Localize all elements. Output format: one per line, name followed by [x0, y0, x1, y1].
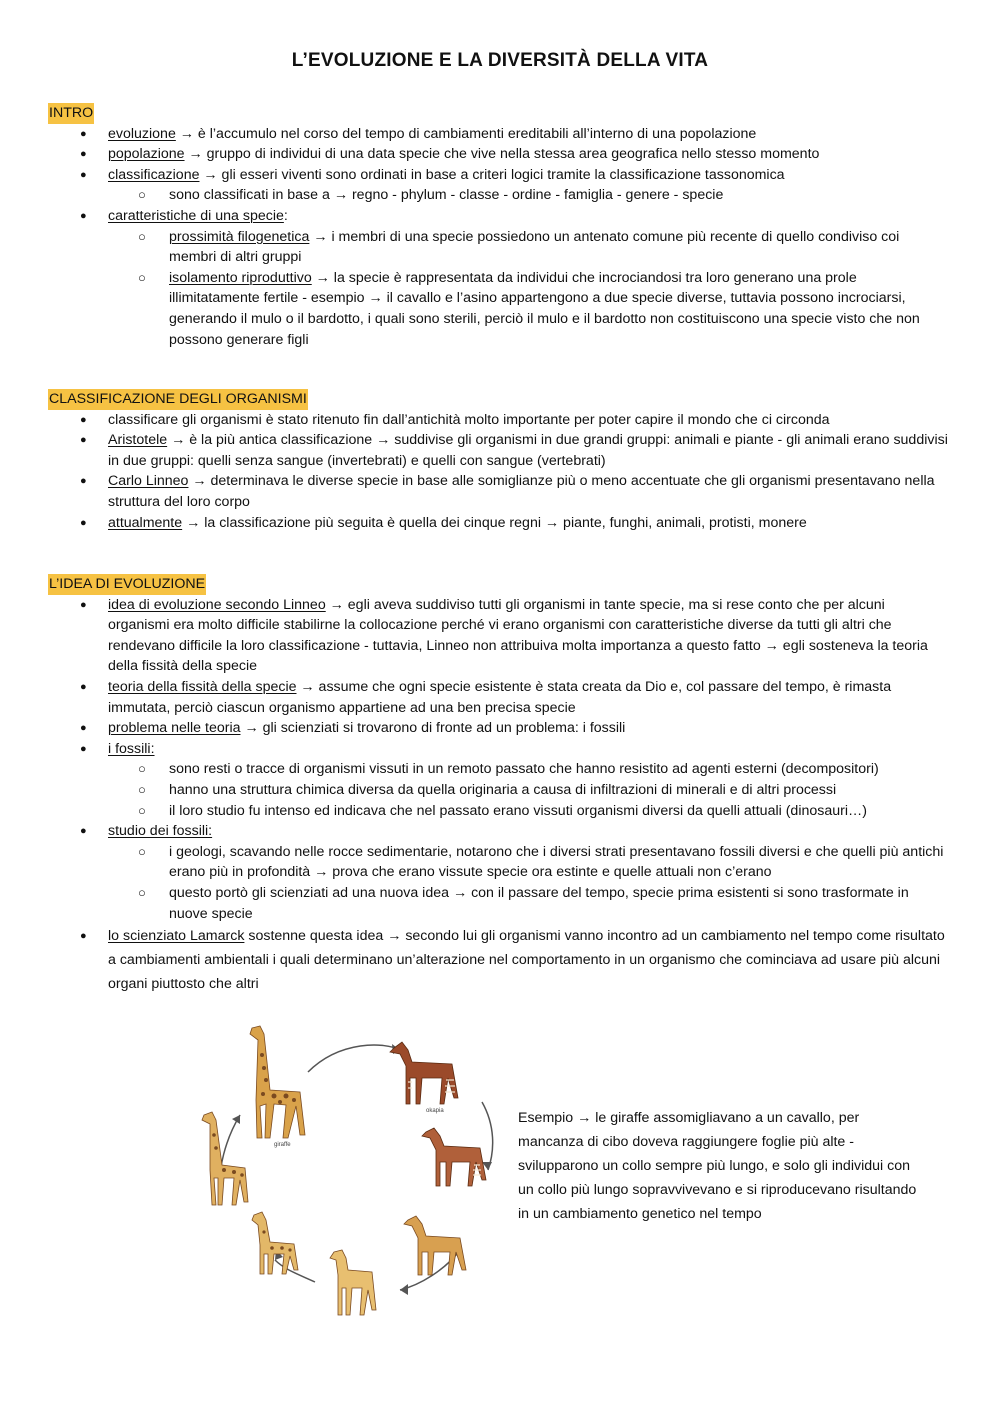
sub-list-item: ○ prossimità filogenetica → i membri di una specie possiedono un antenato comune più recente di quello condiviso coi membri di altri gruppi [48, 227, 948, 268]
classificazione-list [48, 410, 948, 534]
sub-list-item: ○ isolamento riproduttivo → la specie è rappresentata da individui che incrociandosi tra loro generano una prole illimitatamente fertile - esempio → il cavallo e l’asino appartengono a due specie diverse, tuttavia possono incrociarsi, generando il mulo o il bardotto, i quali sono sterili, perciò il mulo e il bardotto non costituiscono una specie visto che non possono generare figli [48, 268, 948, 350]
list-item: ● evoluzione → è l’accumulo nel corso del tempo di cambiamenti ereditabili all’interno di una popolazione [48, 124, 948, 145]
list-item: ● Aristotele → è la più antica classificazione → suddivise gli organismi in due grandi gruppi: animali e piante - gli animali erano suddivisi in due gruppi: quelli senza sangue (invertebrati) e quelli con sangue (vertebrati) [48, 430, 948, 471]
list-item: ● classificazione → gli esseri viventi sono ordinati in base a criteri logici tramite la classificazione tassonomica [48, 165, 948, 186]
ancestor-small-illustration [330, 1250, 376, 1315]
giraffe-adult-illustration [250, 1026, 305, 1148]
list-item: ● i fossili: [48, 739, 948, 760]
list-item: ● studio dei fossili: [48, 821, 948, 842]
section-classificazione [48, 389, 948, 533]
sub-list-item: ○ i geologi, scavando nelle rocce sedimentarie, notarono che i diversi strati presentavano fossili diversi e che quelli più antichi erano più in profondità → prova che erano vissute specie ora estinte e quelle attuali non c’erano [48, 842, 948, 883]
section-heading-idea: L’IDEA DI EVOLUZIONE [48, 574, 206, 595]
list-item: ● lo scienziato Lamarck sostenne questa idea → secondo lui gli organismi vanno incontro ad un cambiamento nel tempo come risultato a cambiamenti ambientali i quali determinano un’alterazione nel comportamento in un organismo che cominciava ad usare più alcuni organi piuttosto che altri [48, 924, 948, 996]
arrow-top [308, 1045, 400, 1072]
idea-list [48, 595, 948, 997]
giraffe-label: giraffe [274, 1142, 291, 1148]
list-item: ● classificare gli organismi è stato ritenuto fin dall’antichità molto importante per poter capire il mondo che ci circonda [48, 410, 948, 431]
sub-list-item: ○ questo portò gli scienziati ad una nuova idea → con il passare del tempo, specie prima esistenti si sono trasformate in nuove specie [48, 883, 948, 924]
section-intro [48, 103, 948, 350]
section-heading-classificazione: CLASSIFICAZIONE DEGLI ORGANISMI [48, 389, 308, 410]
list-item: ● idea di evoluzione secondo Linneo → egli aveva suddiviso tutti gli organismi in tante specie, ma si rese conto che per alcuni organismi era molto difficile stabilirne la collocazione perché vi erano organismi con caratteristiche diverse da tutti gli altri che rendevano difficile la loro classificazione - tuttavia, Linneo non attribuiva molta importanza a questo fatto → egli sosteneva la teoria della fissità della specie [48, 595, 948, 677]
okapi-ancestor-illustration [404, 1216, 466, 1275]
section-idea-evoluzione [48, 574, 948, 996]
list-item: ● teoria della fissità della specie → assume che ogni specie esistente è stata creata da Dio e, col passare del tempo, è rimasta immutata, perciò ciascun organismo appartiene ad una ben precisa specie [48, 677, 948, 718]
list-item: ● problema nelle teoria → gli scienziati si trovarono di fronte ad un problema: i fossili [48, 718, 948, 739]
list-item: ● popolazione → gruppo di individui di una data specie che vive nella stessa area geografica nello stesso momento [48, 144, 948, 165]
intro-list [48, 124, 948, 351]
sub-list-item: ○ il loro studio fu intenso ed indicava che nel passato erano vissuti organismi diversi da quelli attuali (dinosauri…) [48, 801, 948, 822]
giraffe-ancestor-illustration [202, 1112, 248, 1205]
okapia-label: okapia [426, 1108, 444, 1114]
section-heading-intro: INTRO [48, 103, 94, 124]
figure-caption: Esempio → le giraffe assomigliavano a un cavallo, per mancanza di cibo doveva raggiungere foglie più alte - svilupparono un collo sempre più lungo, e solo gli individui con un collo più lungo sopravvivevano e si riproducevano risultando in un cambiamento genetico nel tempo [518, 1110, 917, 1222]
okapi-illustration [390, 1042, 458, 1114]
sub-list-item: ○ sono resti o tracce di organismi vissuti in un remoto passato che hanno resistito ad agenti esterni (decompositori) [48, 759, 948, 780]
giraffe-short-neck-illustration [252, 1212, 298, 1274]
list-item: ● Carlo Linneo → determinava le diverse specie in base alle somiglianze più o meno accentuate che gli organismi presentavano nella struttura del loro corpo [48, 471, 948, 512]
list-item: ● attualmente → la classificazione più seguita è quella dei cinque regni → piante, funghi, animali, protisti, monere [48, 513, 948, 534]
sub-list-item: ○ sono classificati in base a → regno - phylum - classe - ordine - famiglia - genere - specie [48, 185, 948, 206]
evolution-cycle-illustration [190, 1020, 500, 1325]
list-item: ● caratteristiche di una specie: [48, 206, 948, 227]
arrow-right [482, 1102, 493, 1170]
page-title: L’EVOLUZIONE E LA DIVERSITÀ DELLA VITA [291, 50, 709, 71]
okapi-mid-illustration [422, 1128, 486, 1186]
sub-list-item: ○ hanno una struttura chimica diversa da quella originaria a causa di infiltrazioni di minerali e di altri processi [48, 780, 948, 801]
